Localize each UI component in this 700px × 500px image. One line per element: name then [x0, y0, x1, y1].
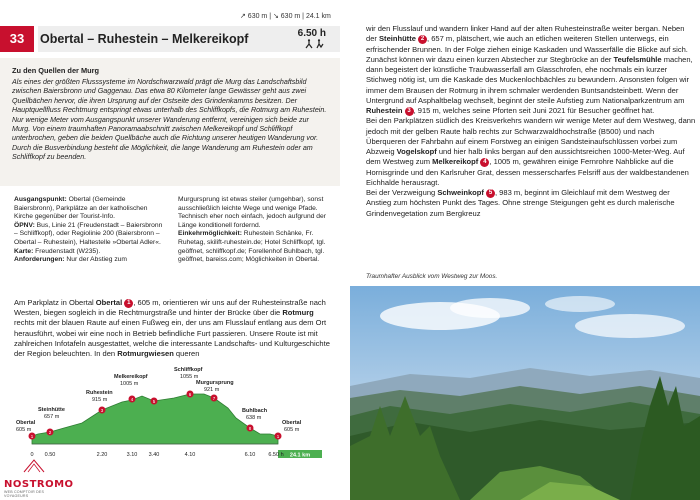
- intro-text: Als eines der größten Flusssysteme im Nordschwarzwald prägt die Murg das Landschaftsbild zwischen Baiersbronn und Gaggenau. Das etwa 80 Kilometer lange Gewässer geht aus zwei Quellbächen hervor, die ihren Ursprung auf der Ostseite des Grindenkamms besitzen. Der Hauptquellfluss Rechtmurg entspringt etwas unterhalb des Schliffkopfs, die Rotmurg am Ruhestein. Nur wenige Meter vom Ausgangspunkt unserer Wanderung entfernt, vereinigen sich beide zur Murg. Von einem traumhaften Panoramaabschnitt zwischen Melkereikopf und Schliffkopf unterbrochen, geben die beiden Quellbäche auch die Richtung unserer heutigen Wanderung vor. Durch die Busverbindung besteht die Möglichkeit, die lange Wanderung am Ruhestein oder am Schliffkopf zu beenden.: [12, 78, 327, 162]
- svg-text:3.10: 3.10: [126, 452, 138, 458]
- distance-label: 24.1 km: [289, 452, 311, 459]
- svg-text:605 m: 605 m: [16, 427, 32, 433]
- info-column-right: [178, 196, 330, 265]
- svg-text:0: 0: [30, 452, 34, 458]
- elevation-profile: [14, 368, 336, 468]
- svg-text:Melkereikopf: Melkereikopf: [114, 374, 148, 380]
- hiker-icon: [298, 39, 326, 52]
- svg-text:915 m: 915 m: [92, 397, 108, 403]
- svg-text:3: 3: [100, 408, 104, 413]
- svg-text:1005 m: 1005 m: [120, 381, 139, 387]
- waypoint-marker: 4: [480, 158, 489, 167]
- svg-text:2.20: 2.20: [96, 452, 108, 458]
- svg-text:2: 2: [48, 430, 52, 435]
- intro-heading: Zu den Quellen der Murg: [12, 66, 100, 75]
- publisher-logo: [4, 458, 74, 498]
- svg-text:1: 1: [30, 434, 34, 439]
- svg-text:0.50: 0.50: [44, 452, 56, 458]
- waypoint-marker: 1: [124, 299, 133, 308]
- svg-text:5: 5: [152, 399, 156, 404]
- svg-text:Schliffkopf: Schliffkopf: [174, 367, 203, 373]
- svg-text:605 m: 605 m: [284, 427, 300, 433]
- waypoint-marker: 5: [486, 189, 495, 198]
- svg-text:Murgursprung: Murgursprung: [196, 380, 234, 386]
- tour-title-text: Obertal – Ruhestein – Melkereikopf: [40, 32, 249, 46]
- svg-text:3.40: 3.40: [148, 452, 160, 458]
- svg-text:Obertal: Obertal: [16, 420, 36, 426]
- svg-text:Obertal: Obertal: [282, 420, 302, 426]
- info-entry: Murgursprung ist etwas steiler (umgehbar), sonst ausschließlich leichte Wege und wenige Pfade. Technisch eher noch einfach, jedoch aufgrund der Länge konditionell fordernd.: [178, 196, 326, 229]
- photo-caption: Traumhafter Ausblick vom Westweg zur Moos.: [366, 273, 498, 280]
- logo-mark-icon: [4, 458, 64, 474]
- svg-text:1: 1: [276, 434, 280, 439]
- tour-title: [38, 26, 340, 52]
- time-axis: [30, 452, 283, 458]
- svg-text:6.50 h: 6.50 h: [268, 452, 284, 458]
- tour-header: [0, 26, 340, 52]
- svg-text:Buhlbach: Buhlbach: [242, 408, 268, 414]
- tour-number: 33: [0, 26, 34, 52]
- landscape-photo: [350, 286, 700, 500]
- info-entry: Einkehrmöglichkeit: Ruhestein Schänke, Fr. Ruhetag, skilift-ruhestein.de; Hotel Schliffkopf, tgl. geöffnet, schliffkopf.de; Forellenhof Buhlbach, tgl. geöffnet, bareiss.com; Möglichkeiten in Obertal.: [178, 230, 326, 264]
- elevation-profile-svg: [14, 368, 336, 468]
- svg-text:7: 7: [212, 396, 216, 401]
- svg-text:6.10: 6.10: [244, 452, 256, 458]
- info-entry: ÖPNV: Bus, Linie 21 (Freudenstadt – Baiersbronn – Schliffkopf), oder Regiolinie 200 (Baiersbronn – Obertal – Ruhestein), Haltestelle »Obertal Adler«.: [14, 221, 163, 246]
- info-entry: Karte: Freudenstadt (W235).: [14, 247, 101, 255]
- svg-text:4.10: 4.10: [184, 452, 196, 458]
- svg-text:8: 8: [248, 426, 252, 431]
- tour-stats: ↗ 630 m | ↘ 630 m | 24.1 km: [240, 13, 331, 20]
- body-text-right: wir den Flusslauf und wandern linker Hand auf der alten Ruhesteinstraße weiter bergan. Neben der Steinhütte 2 , 657 m, plätschert, wie auch an etlichen weiteren Stellen unterwegs, ein erfrischender Brunnen. In der Folge ziehen einige Kaskaden und Wasserfälle die Blicke auf sich. Zunächst können wir dazu einen kurzen Abstecher zur Stegbrücke an der Teufelsmühle machen, dann begeistert der künstliche Traubwasserfall am Glasschrofen, ehe nochmals ein kurzer Stichweg nötig ist, um die Kaskade des Muckenlochbächles zu bewundern. Ansonsten folgen wir immer dem Brausen der Rotmurg in ihrem schmaler werdenden Buntsandsteinbett. Wenn der Untergrund auf Asphaltbelag wechselt, beginnt der steile Aufstieg zum Nationalparkzentrum am Ruhestein 3 , 915 m, welches seine Pforten seit Juni 2021 für Besucher geöffnet hat. Bei den Parkplätzen südlich des Kreisverkehrs wandern wir wenige Meter auf dem Westweg, dann jedoch mit der gelben Raute halb rechts zur Schwarzwaldhochstraße (B500) und nach Überqueren der Fahrbahn auf einem Forstweg an einigen Sandsteinaufschlüssen vorbei zum Abzweig Vogelskopf und hier halb links bergan auf den aussichtsreichen 1000-Meter-Weg. Auf dem Westweg zum Melkereikopf 4 , 1005 m, gewähren einige Fernrohre Nahblicke auf die Hornisgrinde und den Karlsruher Grat, dessen messerscharfes Felsriff aus der waldbestandenen Eichhalde herausragt. Bei der Verzweigung Schweinkopf 5 , 983 m, beginnt im Gleichlauf mit dem Westweg der Anstieg zum höchsten Punkt des Tages. Ohne strenge Steigungen geht es durch malerische Grindenvegetation zum Bergkreuz: [366, 24, 696, 218]
- intro-box: [0, 58, 340, 186]
- svg-text:Ruhestein: Ruhestein: [86, 390, 113, 396]
- svg-text:657 m: 657 m: [44, 414, 60, 420]
- waypoint-marker: 3: [405, 107, 414, 116]
- logo-name: NOSTROMO: [4, 479, 74, 490]
- svg-text:6: 6: [188, 392, 192, 397]
- svg-text:921 m: 921 m: [204, 387, 220, 393]
- svg-text:1055 m: 1055 m: [180, 374, 199, 380]
- info-column-left: [14, 196, 166, 265]
- waypoint-marker: 2: [418, 35, 427, 44]
- tour-time-box: [298, 28, 326, 52]
- svg-text:Steinhütte: Steinhütte: [38, 407, 65, 413]
- info-entry: Anforderungen: Nur der Abstieg zum: [14, 256, 127, 264]
- svg-text:4: 4: [130, 397, 134, 402]
- logo-subtitle: WEB COMPTOIR DES VOYAGEURS: [4, 490, 45, 498]
- body-text-left: Am Parkplatz in Obertal Obertal 1 , 605 m, orientieren wir uns auf der Ruhesteinstraße nach Westen, biegen sogleich in die Rechtmurgstraße und hinter der Brücke über die Rotmurg rechts mit der blauen Raute auf einen Fußweg ein, der uns am Flusslauf entlang aus dem Ort herausführt, wobei wir eine noch in Betrieb befindliche Furt passieren. Unsere Route ist mit zahlreichen Infotafeln ausgestattet, welche die interessante Landschafts- und Kulturgeschichte der Region beleuchten. In den Rotmurgwiesen queren: [14, 298, 330, 359]
- landscape-image: [350, 286, 700, 500]
- svg-text:638 m: 638 m: [246, 415, 262, 421]
- info-entry: Ausgangspunkt: Obertal (Gemeinde Baiersbronn), Parkplätze an der katholischen Kirche gegenüber der Tourist-Info.: [14, 196, 148, 221]
- tour-time: 6.50 h: [297, 28, 326, 39]
